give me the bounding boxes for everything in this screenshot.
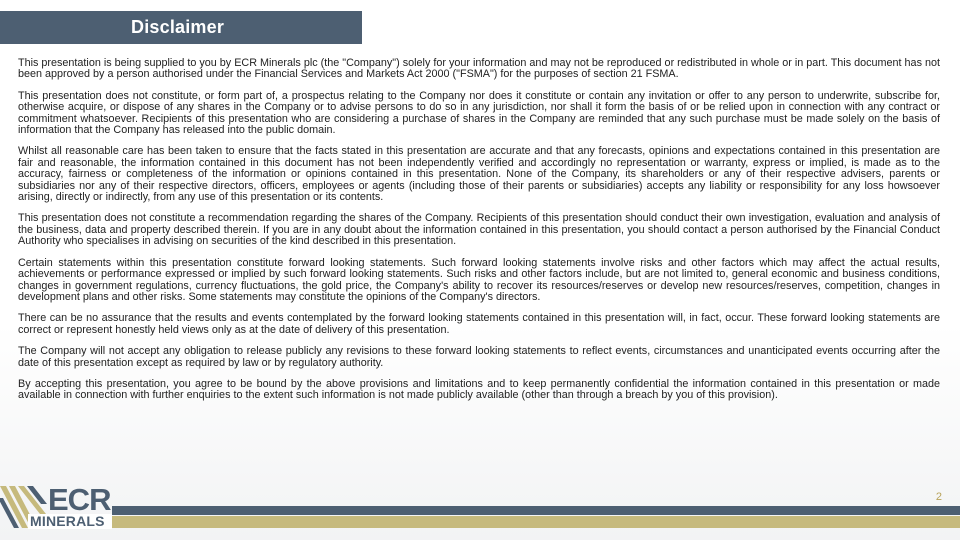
footer-stripe-gold [112,516,960,528]
disclaimer-paragraph: The Company will not accept any obligation to release publicly any revisions to these forward looking statements to reflect events, circumstances and unanticipated events occurring after the date of this presentation except as required by law or by regulatory authority. [18,345,940,369]
disclaimer-paragraph: There can be no assurance that the results and events contemplated by the forward looking statements contained in this presentation will, in fact, occur. These forward looking statements are correct or represent honestly held views only as at the date of delivery of this presentation. [18,312,940,336]
page-number: 2 [935,491,942,503]
page-title: Disclaimer [131,17,225,37]
disclaimer-body [18,58,940,412]
company-logo [0,484,115,532]
disclaimer-paragraph: This presentation does not constitute a recommendation regarding the shares of the Company. Recipients of this presentation should conduct their own investigation, evaluation and analysis of the business, data and property described therein. If you are in any doubt about the information contained in this presentation, you should contact a person authorised by the Financial Conduct Authority who specialises in advising on securities of the kind described in this presentation. [18,212,940,248]
logo-subtext: MINERALS [30,513,105,529]
disclaimer-paragraph: This presentation is being supplied to you by ECR Minerals plc (the "Company") solely for your information and may not be reproduced or redistributed in whole or in part. This document has not been approved by a person authorised under the Financial Services and Markets Act 2000 ("FSMA") for the purposes of section 21 FSMA. [18,57,940,81]
disclaimer-paragraph: By accepting this presentation, you agree to be bound by the above provisions and limitations and to keep permanently confidential the information contained in this presentation or made available in connection with further enquiries to the extent such information is not made publicly available (other than through a breach by you of this provision). [18,377,940,402]
disclaimer-paragraph: This presentation does not constitute, or form part of, a prospectus relating to the Company nor does it constitute or contain any invitation or offer to any person to underwrite, subscribe for, otherwise acquire, or dispose of any shares in the Company or to advise persons to do so in any jurisdiction, nor shall it form the basis of or be relied upon in connection with any contract or commitment whatsoever. Recipients of this presentation who are considering a purchase of shares in the Company are reminded that any such purchase must be made solely on the basis of information that the Company has released into the public domain. [18,89,940,137]
disclaimer-paragraph: Whilst all reasonable care has been taken to ensure that the facts stated in this presentation are accurate and that any forecasts, opinions and expectations contained in this presentation are fair and reasonable, the information contained in this document has not been independently verified and accordingly no representation or warranty, express or implied, is made as to the accuracy, fairness or completeness of the information or opinions contained in this presentation. None of the Company, its shareholders or any of their respective advisers, parents or subsidiaries nor any of their respective directors, officers, employees or agents (including those of their parents or subsidiaries) accepts any liability or responsibility for any loss howsoever arising, directly or indirectly, from any use of this presentation or its contents. [18,145,940,204]
logo-brand: ECR [48,482,111,517]
footer-stripe-dark [112,506,960,515]
title-bar [0,11,362,44]
disclaimer-paragraph: Certain statements within this presentation constitute forward looking statements. Such forward looking statements involve risks and other factors which may affect the actual results, achievements or performance expressed or implied by such forward looking statements. Such risks and other factors include, but are not limited to, general economic and business conditions, changes in government regulations, currency fluctuations, the gold price, the Company's ability to recover its resources/reserves or develop new resources/reserves, competition, changes in development plans and other risks. Some statements may constitute the opinions of the Company's directors. [18,256,940,303]
